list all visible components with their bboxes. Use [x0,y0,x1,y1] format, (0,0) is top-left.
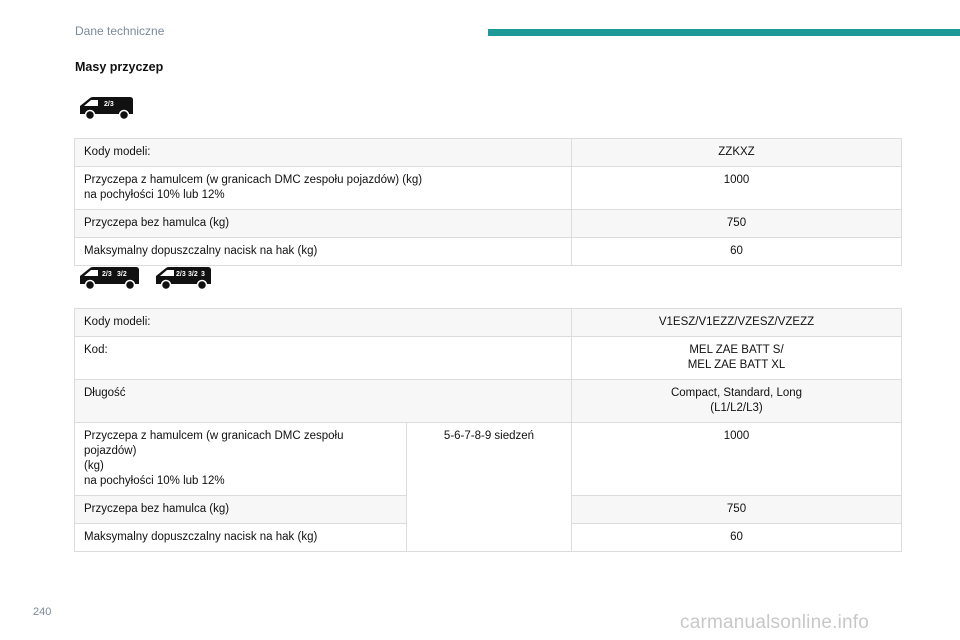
row-value: 750 [572,496,902,524]
row-label: Kod: [75,337,572,380]
row-label: Długość [75,380,572,423]
row-value [572,380,902,423]
seat-label: 2/3 [104,101,114,108]
van-icon [76,263,142,291]
row-value: 60 [572,524,902,552]
value-line: MEL ZAE BATT XL [687,359,786,371]
van-icon-group-2 [76,263,214,291]
row-label: Kody modeli: [75,139,572,167]
table-row [75,337,902,380]
seat-label: 3/2 [117,271,127,278]
van-icon [152,263,214,291]
table-row [75,380,902,423]
label-line: na pochyłości 10% lub 12% [84,189,225,201]
table-row [75,210,902,238]
table-row [75,309,902,337]
label-line: na pochyłości 10% lub 12% [84,475,225,487]
row-label: Przyczepa bez hamulca (kg) [75,496,407,524]
header-accent-bar [488,29,960,36]
row-value: ZZKXZ [572,139,902,167]
table-row [75,167,902,210]
page-number: 240 [33,606,52,618]
trailer-mass-table-1 [74,138,902,266]
van-icon [76,93,136,121]
section-title: Masy przyczep [75,60,164,74]
seats-cell: 5-6-7-8-9 siedzeń [407,423,572,552]
value-line: MEL ZAE BATT S/ [689,344,784,356]
table-row [75,238,902,266]
watermark: carmanualsonline.info [680,612,870,633]
seat-label: 3 [201,271,205,278]
label-line: Przyczepa z hamulcem (w granicach DMC zespołu pojazdów) [84,430,344,457]
label-line: (kg) [84,460,104,472]
row-value: 1000 [572,423,902,496]
page-header-title: Dane techniczne [75,24,165,38]
label-line: Przyczepa z hamulcem (w granicach DMC zespołu pojazdów) (kg) [84,174,423,186]
row-value: 60 [572,238,902,266]
row-value: 1000 [572,167,902,210]
value-line: (L1/L2/L3) [710,402,763,414]
row-label: Maksymalny dopuszczalny nacisk na hak (kg) [75,238,572,266]
row-value: 750 [572,210,902,238]
row-label [75,167,572,210]
row-value [572,337,902,380]
seat-label: 2/3 [102,271,112,278]
row-label: Przyczepa bez hamulca (kg) [75,210,572,238]
seat-label: 2/3 [176,271,186,278]
seat-label: 3/2 [188,271,198,278]
row-label: Maksymalny dopuszczalny nacisk na hak (kg) [75,524,407,552]
row-value: V1ESZ/V1EZZ/VZESZ/VZEZZ [572,309,902,337]
table-row [75,139,902,167]
table-row [75,423,902,496]
trailer-mass-table-2 [74,308,902,552]
value-line: Compact, Standard, Long [670,387,803,399]
van-icon-group-1 [76,93,136,121]
row-label: Kody modeli: [75,309,572,337]
row-label [75,423,407,496]
